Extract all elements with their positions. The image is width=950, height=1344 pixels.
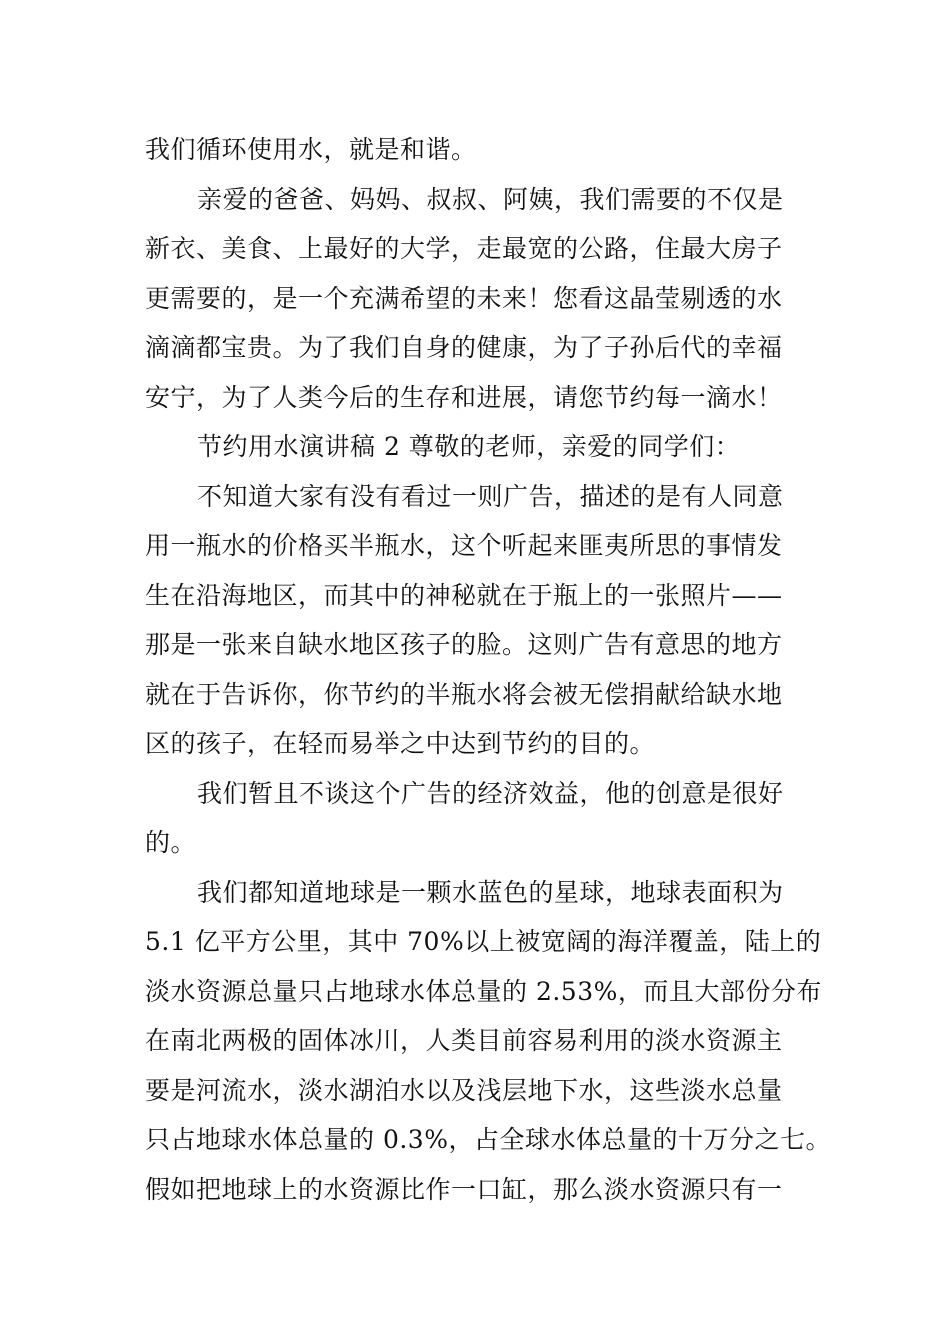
section-heading-line: 节约用水演讲稿 2 尊敬的老师，亲爱的同学们：: [197, 432, 741, 461]
text-line-11: 那是一张来自缺水地区孩子的脸。这则广告有意思的地方: [145, 630, 783, 659]
text-line-9: 用一瓶水的价格买半瓶水，这个听起来匪夷所思的事情发: [145, 531, 783, 560]
text-line-17: 5.1 亿平方公里，其中 70%以上被宽阔的海洋覆盖，陆上的: [145, 927, 822, 956]
text-line-21: 只占地球水体总量的 0.3%，占全球水体总量的十万分之七。: [145, 1125, 831, 1154]
paragraph-start-line: 我们都知道地球是一颗水蓝色的星球，地球表面积为: [197, 877, 784, 907]
text-line-5: 滴滴都宝贵。为了我们自身的健康，为了子孙后代的幸福: [145, 333, 783, 362]
paragraph-start-line: 我们暂且不谈这个广告的经济效益，他的创意是很好: [197, 778, 784, 808]
text-line-19: 在南北两极的固体冰川，人类目前容易利用的淡水资源主: [145, 1026, 783, 1055]
text-line-18: 淡水资源总量只占地球水体总量的 2.53%，而且大部份分布: [145, 976, 822, 1006]
document-body: [145, 125, 835, 1214]
text-line-13: 区的孩子，在轻而易举之中达到节约的目的。: [145, 729, 656, 758]
text-line-1: 我们循环使用水，就是和谐。: [145, 135, 477, 164]
text-line-22: 假如把地球上的水资源比作一口缸，那么淡水资源只有一: [145, 1174, 783, 1204]
paragraph-start-line: 不知道大家有没有看过一则广告，描述的是有人同意: [197, 481, 784, 511]
text-line-4: 更需要的，是一个充满希望的未来！您看这晶莹剔透的水: [145, 283, 783, 313]
text-line-20: 要是河流水，淡水湖泊水以及浅层地下水，这些淡水总量: [145, 1075, 783, 1105]
text-line-3: 新衣、美食、上最好的大学，走最宽的公路，住最大房子: [145, 234, 783, 263]
text-line-6: 安宁，为了人类今后的生存和进展，请您节约每一滴水！: [145, 382, 783, 412]
text-line-15: 的。: [145, 828, 197, 857]
text-line-12: 就在于告诉你，你节约的半瓶水将会被无偿捐献给缺水地: [145, 679, 783, 709]
paragraph-start-line: 亲爱的爸爸、妈妈、叔叔、阿姨，我们需要的不仅是: [197, 184, 784, 214]
text-line-10: 生在沿海地区，而其中的神秘就在于瓶上的一张照片——: [145, 580, 783, 610]
